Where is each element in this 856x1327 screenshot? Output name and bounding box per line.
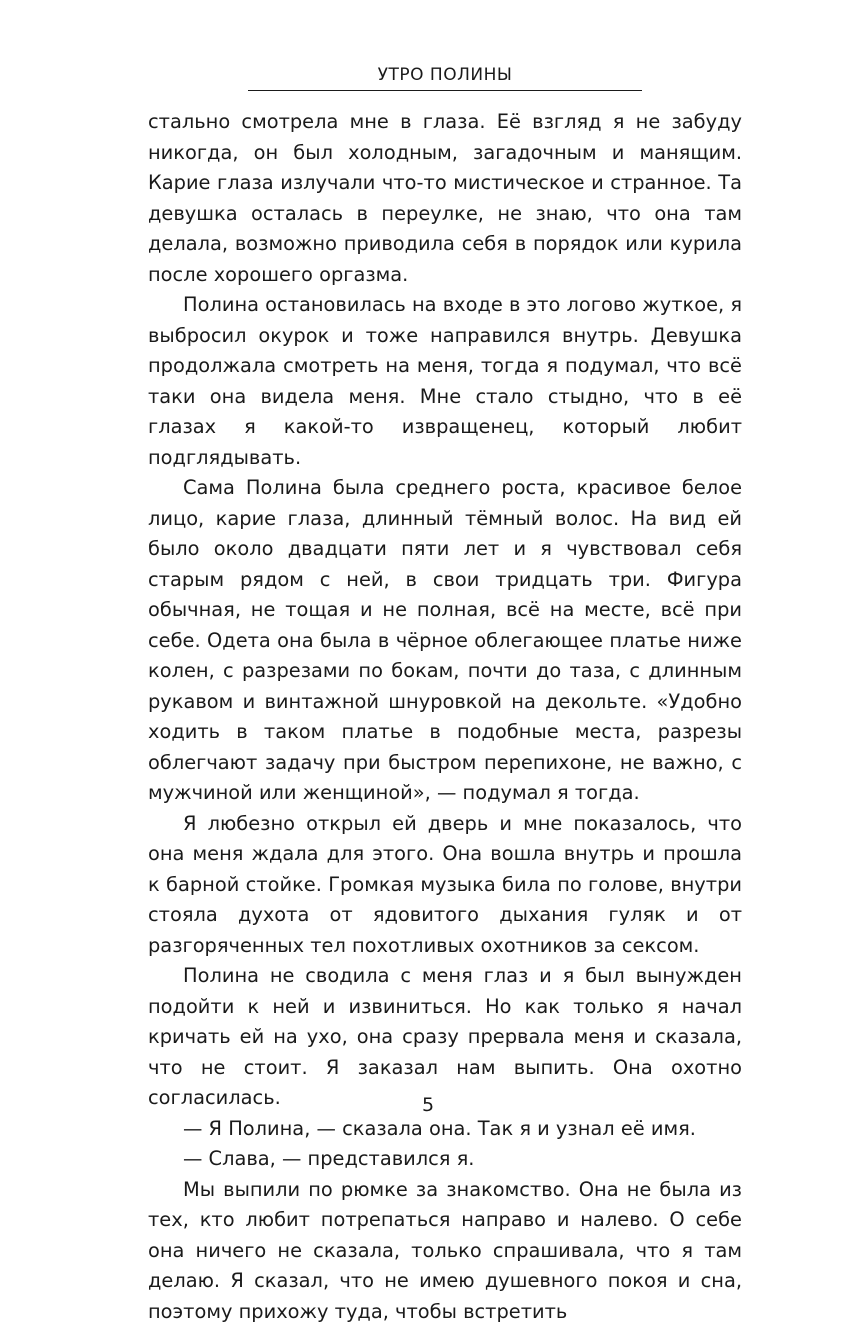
paragraph: стально смотрела мне в глаза. Её взгляд я не забуду никогда, он был холодным, загадочным и манящим. Карие глаза излучали что-то мистическое и странное. Та девушка осталась в переулке, не знаю, что она там делала, возможно приводила себя в порядок или курила после хорошего оргазма.	[148, 107, 742, 290]
header-rule	[248, 90, 642, 91]
running-head-title: УТРО ПОЛИНЫ	[248, 64, 642, 86]
paragraph: Мы выпили по рюмке за знакомство. Она не была из тех, кто любит потрепаться направо и налево. О себе она ничего не сказала, только спрашивала, что я там делаю. Я сказал, что не имею душевного покоя и сна, поэтому прихожу туда, чтобы встретить	[148, 1175, 742, 1327]
paragraph: Я любезно открыл ей дверь и мне показалось, что она меня ждала для этого. Она вошла внутрь и прошла к барной стойке. Громкая музыка била по голове, внутри стояла духота от ядовитого дыхания гуляк и от разгоряченных тел похотливых охотников за сексом.	[148, 809, 742, 962]
body-text	[148, 107, 742, 1327]
paragraph: Сама Полина была среднего роста, красивое белое лицо, карие глаза, длинный тёмный волос. На вид ей было около двадцати пяти лет и я чувствовал себя старым рядом с ней, в свои тридцать три. Фигура обычная, не тощая и не полная, всё на месте, всё при себе. Одета она была в чёрное облегающее платье ниже колен, с разрезами по бокам, почти до таза, с длинным рукавом и винтажной шнуровкой на декольте. «Удобно ходить в таком платье в подобные места, разрезы облегчают задачу при быстром перепихоне, не важно, с мужчиной или женщиной», — подумал я тогда.	[148, 473, 742, 809]
page-number: 5	[0, 1093, 856, 1117]
paragraph: Полина остановилась на входе в это логово жуткое, я выбросил окурок и тоже направился внутрь. Девушка продолжала смотреть на меня, тогда я подумал, что всё таки она видела меня. Мне стало стыдно, что в её глазах я какой-то извращенец, который любит подглядывать.	[148, 290, 742, 473]
dialogue-line: — Слава, — представился я.	[148, 1144, 742, 1175]
paragraph: Полина не сводила с меня глаз и я был вынужден подойти к ней и извиниться. Но как только я начал кричать ей на ухо, она сразу прервала меня и сказала, что не стоит. Я заказал нам выпить. Она охотно согласилась.	[148, 961, 742, 1114]
dialogue-line: — Я Полина, — сказала она. Так я и узнал её имя.	[148, 1114, 742, 1145]
